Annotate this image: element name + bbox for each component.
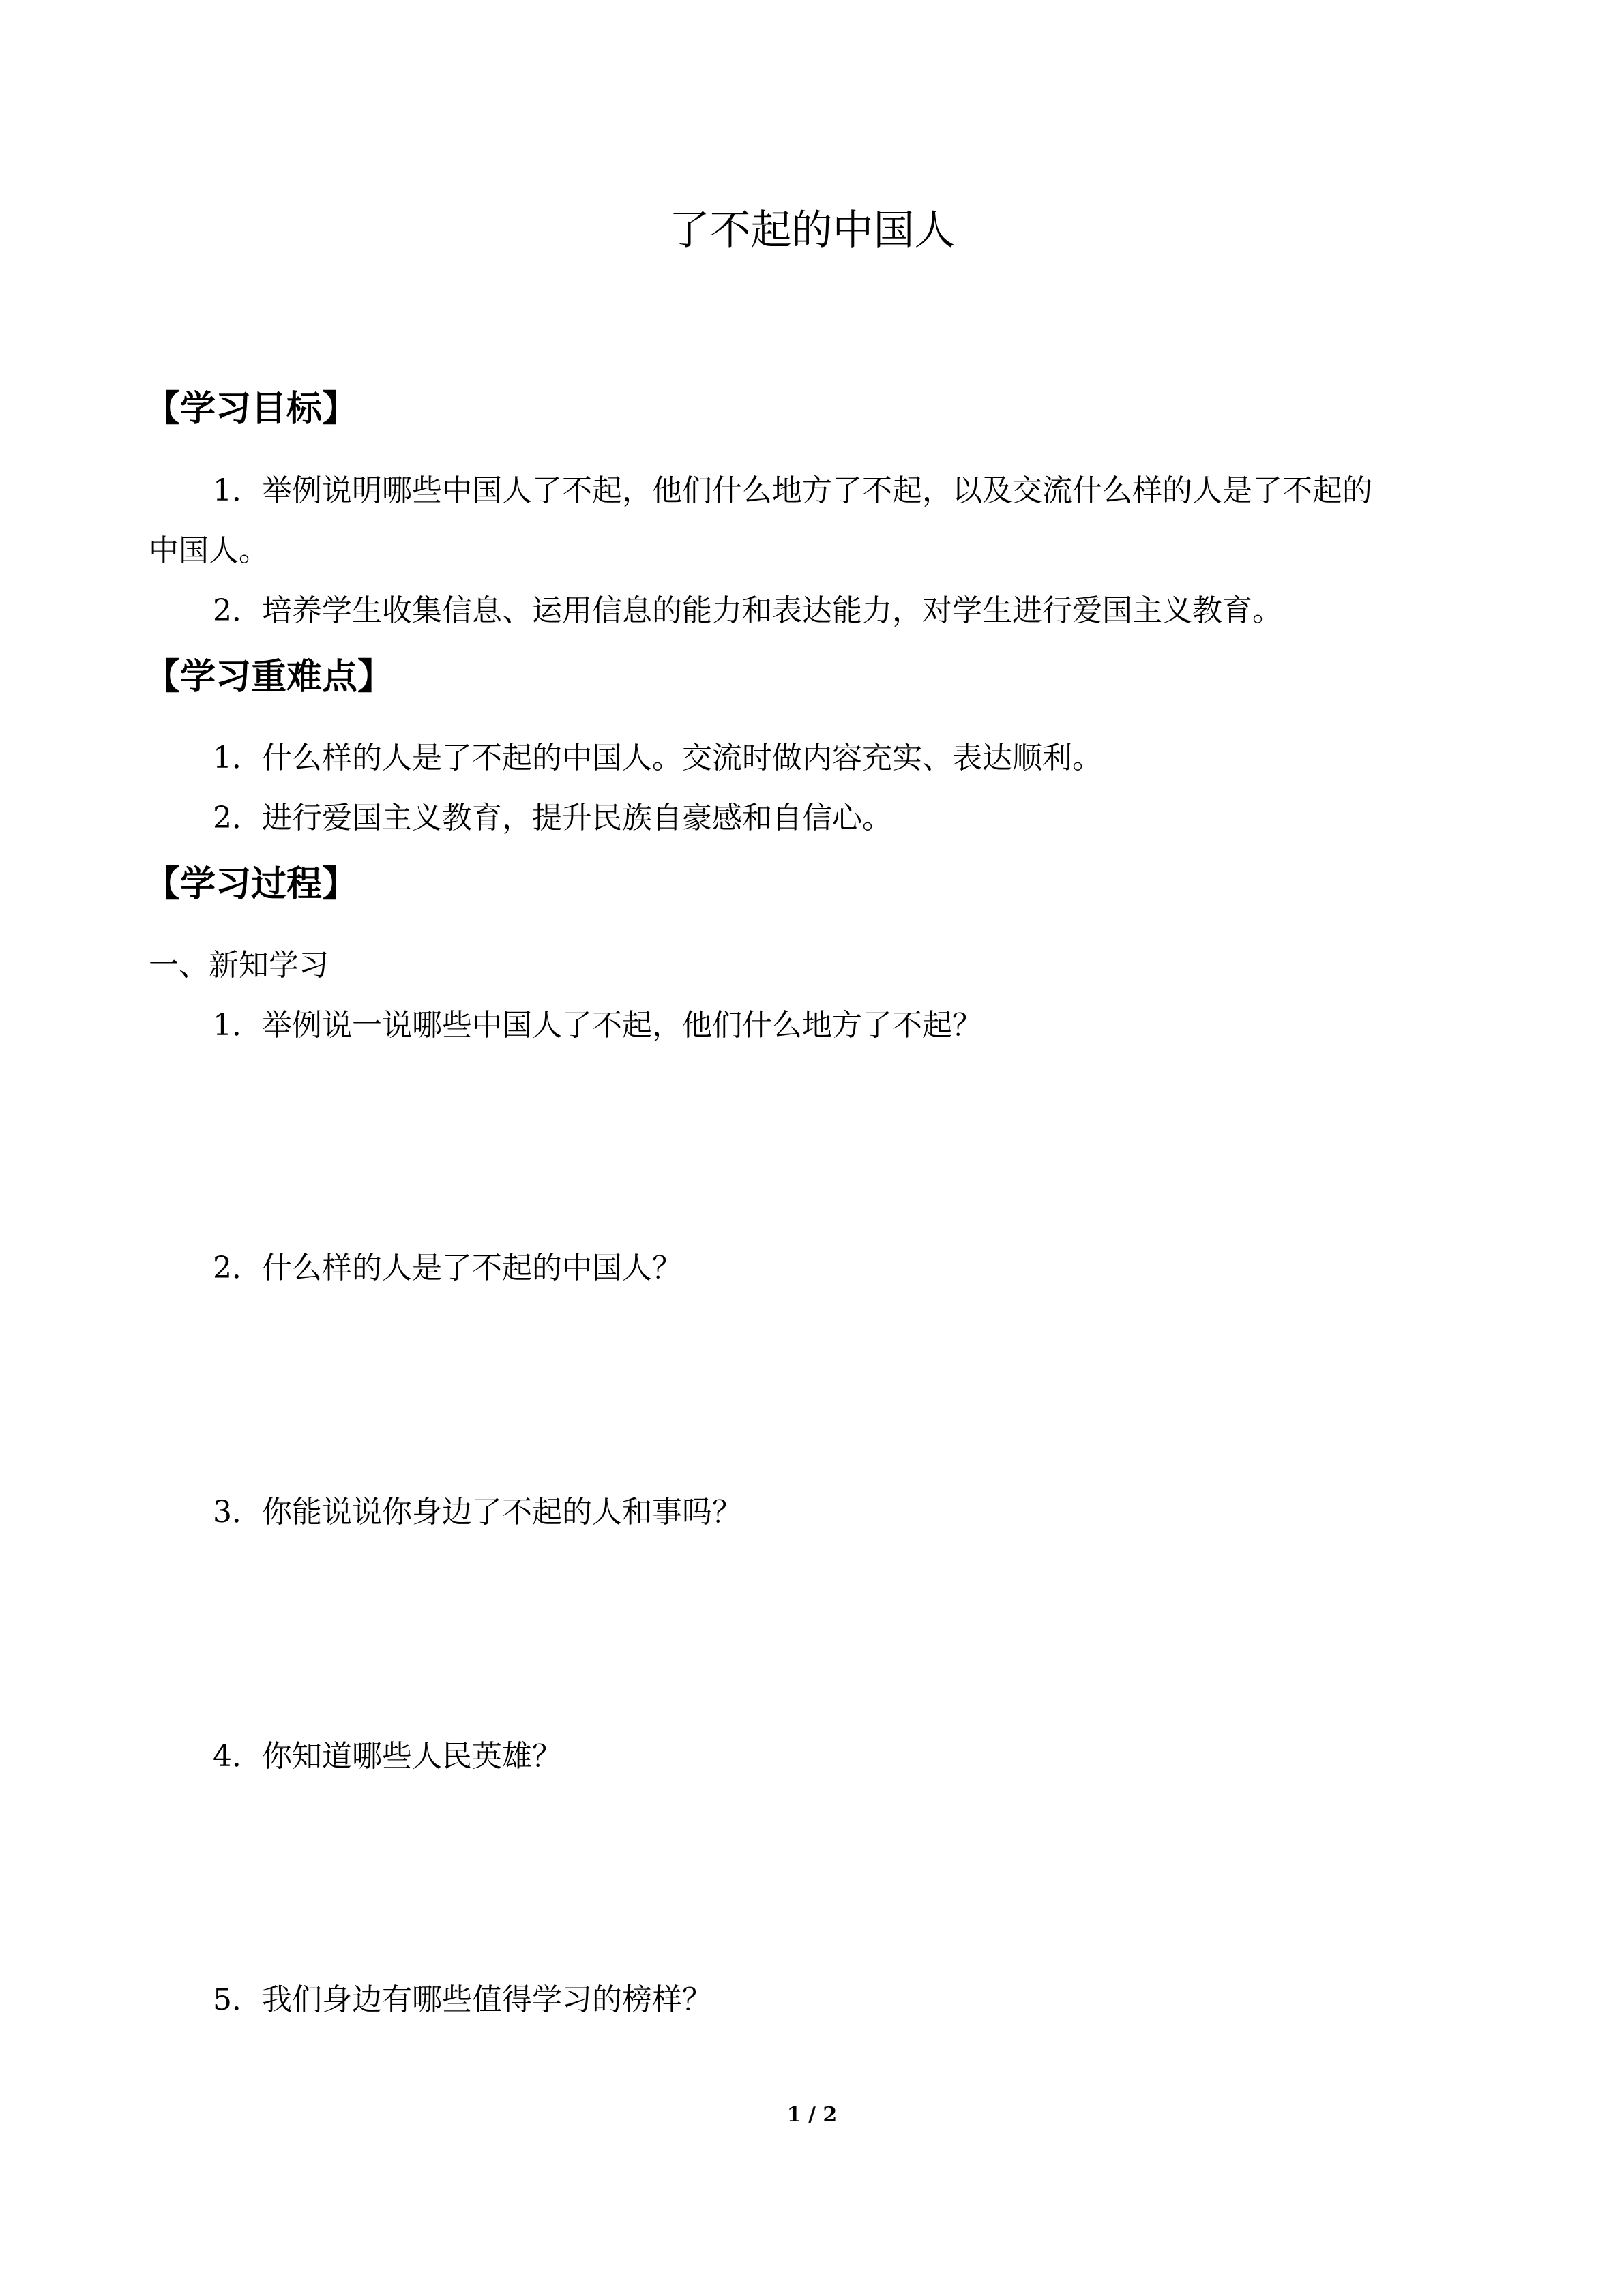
section-heading-process: 【学习过程】 (145, 864, 358, 905)
section-heading-objectives: 【学习目标】 (145, 389, 358, 430)
key-point-item-1: 1．什么样的人是了不起的中国人。交流时做内容充实、表达顺利。 (213, 741, 1102, 775)
question-item-3: 3．你能说说你身边了不起的人和事吗？ (213, 1495, 742, 1530)
objective-item-1-line-2: 中国人。 (149, 533, 269, 568)
page-number: 1 / 2 (786, 2103, 838, 2127)
key-point-item-2: 2．进行爱国主义教育，提升民族自豪感和自信心。 (213, 801, 892, 835)
question-item-2: 2．什么样的人是了不起的中国人？ (213, 1251, 682, 1285)
question-item-1: 1．举例说一说哪些中国人了不起，他们什么地方了不起？ (213, 1008, 982, 1043)
process-subheading: 一、新知学习 (149, 948, 329, 983)
section-heading-key-points: 【学习重难点】 (145, 657, 394, 698)
objective-item-2: 2．培养学生收集信息、运用信息的能力和表达能力，对学生进行爱国主义教育。 (213, 593, 1282, 628)
page-title: 了不起的中国人 (668, 207, 956, 254)
question-item-4: 4．你知道哪些人民英雄？ (213, 1739, 562, 1774)
objective-item-1-line-1: 1．举例说明哪些中国人了不起，他们什么地方了不起，以及交流什么样的人是了不起的 (213, 473, 1372, 508)
question-item-5: 5．我们身边有哪些值得学习的榜样？ (213, 1982, 712, 2017)
